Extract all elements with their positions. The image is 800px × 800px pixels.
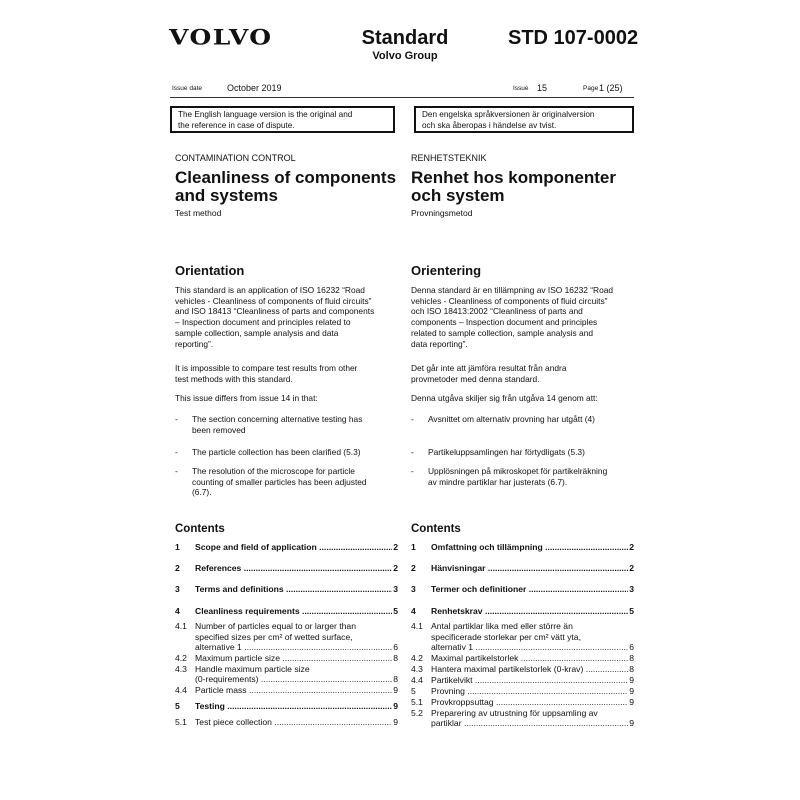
toc-entry-number: 5.1 <box>411 696 423 707</box>
toc-entry-page: 9 <box>393 717 398 728</box>
dash-bullet-icon: - <box>411 414 414 424</box>
toc-entry-number: 2 <box>411 563 416 574</box>
text-line: The resolution of the microscope for particle <box>192 466 355 476</box>
toc-title-line: Maximal partikelstorlek ..... <box>431 653 634 663</box>
toc-title-line: Renhetskrav ..... <box>431 606 634 616</box>
notice-box-english <box>170 106 395 133</box>
toc-entry-page: 2 <box>393 563 398 574</box>
toc-entry[interactable] <box>411 542 634 552</box>
toc-entry-title <box>195 701 398 711</box>
differences-intro: This issue differs from issue 14 in that: <box>175 393 318 403</box>
text-line: och ISO 18413:2002 “Cleanliness of parts and <box>411 306 583 317</box>
toc-entry-title <box>431 621 634 652</box>
notice-line: och ska åberopas i händelse av tvist. <box>422 121 557 130</box>
toc-entry-number: 5 <box>411 685 416 696</box>
standard-subtitle: Volvo Group <box>372 50 438 62</box>
section-label: RENHETSTEKNIK <box>411 153 487 163</box>
toc-entry-number: 4.2 <box>411 652 423 663</box>
toc-entry-page: 2 <box>629 563 634 574</box>
text-line: provmetoder med denna standard. <box>411 373 540 384</box>
text-line: vehicles - Cleanliness of components of fluid circuits” <box>411 295 608 306</box>
issue-label: Issue <box>513 85 529 92</box>
list-item <box>175 466 367 498</box>
toc-entry-number: 3 <box>175 584 180 595</box>
toc-entry-title <box>195 653 398 663</box>
toc-entry[interactable] <box>175 584 398 594</box>
toc-title-line: Hänvisningar ..... <box>431 563 634 573</box>
toc-entry-number: 1 <box>411 542 416 552</box>
text-line: The section concerning alternative testing has <box>192 414 363 424</box>
toc-entry[interactable] <box>411 584 634 594</box>
text-line: Det går inte att jämföra resultat från andra <box>411 363 567 373</box>
notice-line: the reference in case of dispute. <box>178 121 295 130</box>
toc-entry[interactable] <box>411 664 634 674</box>
toc-entry-page: 2 <box>393 541 398 552</box>
dash-bullet-icon: - <box>411 466 414 476</box>
toc-title-line: Provning ..... <box>431 686 634 696</box>
toc-title-line: Testing ..... <box>195 701 398 711</box>
toc-entry[interactable] <box>175 606 398 616</box>
toc-entry-page: 8 <box>629 652 634 663</box>
issue-number: 15 <box>537 83 548 93</box>
toc-title-line: Partikelvikt ..... <box>431 675 634 685</box>
list-item <box>175 414 362 435</box>
text-line: counting of smaller particles has been adjusted <box>192 476 367 487</box>
toc-entry-title <box>431 584 634 594</box>
toc-entry[interactable] <box>175 664 398 684</box>
title-line: Cleanliness of components <box>175 168 397 187</box>
toc-title-line: Test piece collection ..... <box>195 717 398 727</box>
orientation-heading: Orientering <box>411 263 482 278</box>
toc-title-line: Hantera maximal partikelstorlek (0-krav) ..... <box>431 664 634 674</box>
comparison-paragraph <box>175 363 405 384</box>
dash-bullet-icon: - <box>175 466 178 476</box>
toc-title-line: Termer och definitioner ..... <box>431 584 634 594</box>
toc-title-line: Particle mass ..... <box>195 685 398 695</box>
orientation-paragraph <box>411 285 641 349</box>
toc-entry-title <box>431 664 634 674</box>
text-line: (6.7). <box>192 487 212 498</box>
toc-title-line: (0-requirements) ..... <box>195 674 398 684</box>
text-line: components – Inspection document and principles <box>411 317 598 328</box>
text-line: Partikeluppsamlingen har förtydligats (5.3) <box>428 447 585 457</box>
list-item <box>411 466 607 487</box>
toc-entry-number: 2 <box>175 563 180 574</box>
toc-entry[interactable] <box>175 563 398 573</box>
toc-entry-page: 9 <box>393 684 398 695</box>
title-line: och system <box>411 186 505 205</box>
text-line: The particle collection has been clarified (5.3) <box>192 447 361 457</box>
toc-entry-title <box>195 606 398 616</box>
title-line: Renhet hos komponenter <box>411 168 616 187</box>
toc-entry[interactable] <box>175 685 398 695</box>
toc-entry-number: 4.1 <box>411 621 423 632</box>
text-line: been removed <box>192 424 246 435</box>
toc-title-line: partiklar ..... <box>431 718 634 728</box>
list-item <box>411 447 585 458</box>
toc-entry-number: 3 <box>411 584 416 595</box>
toc-entry-title <box>431 606 634 616</box>
text-line: related to sample collection, sample analysis and <box>411 327 594 338</box>
toc-entry[interactable] <box>411 708 634 728</box>
toc-entry-title <box>195 685 398 695</box>
text-line: Denna standard är en tillämpning av ISO 16232 “Road <box>411 285 614 295</box>
toc-entry-title <box>195 664 398 684</box>
toc-entry-title <box>195 542 398 552</box>
toc-entry-title <box>195 563 398 573</box>
toc-entry-title <box>195 621 398 652</box>
toc-entry[interactable] <box>411 621 634 652</box>
toc-entry-number: 4.4 <box>175 684 187 695</box>
text-line: data reporting”. <box>411 338 468 349</box>
toc-entry-page: 8 <box>629 663 634 674</box>
issue-date-label: Issue date <box>172 85 202 92</box>
comparison-paragraph <box>411 363 641 384</box>
toc-entry[interactable] <box>175 621 398 652</box>
document-subtitle: Test method <box>175 208 222 218</box>
text-line: reporting”. <box>175 338 214 349</box>
volvo-logo: VOLVO <box>169 25 273 50</box>
toc-entry-page: 9 <box>629 674 634 685</box>
toc-entry-number: 4.4 <box>411 674 423 685</box>
notice-line: Den engelska språkversionen är originalversion <box>422 110 595 119</box>
toc-title-line: specificerade storlekar per cm² vätt yta, <box>431 631 581 642</box>
notice-line: The English language version is the original and <box>178 110 353 119</box>
document-title <box>175 169 415 205</box>
contents-heading: Contents <box>175 523 225 535</box>
list-item <box>411 414 595 425</box>
page-number: 1 (25) <box>599 83 623 93</box>
section-label: CONTAMINATION CONTROL <box>175 153 296 163</box>
toc-entry-page: 5 <box>393 605 398 616</box>
differences-intro: Denna utgåva skiljer sig från utgåva 14 genom att: <box>411 393 598 403</box>
text-line: – Inspection document and principles related to <box>175 317 351 328</box>
header-divider <box>170 97 634 98</box>
toc-entry-number: 4.2 <box>175 652 187 663</box>
toc-entry[interactable] <box>411 563 634 573</box>
toc-entry-title <box>195 717 398 727</box>
standard-title: Standard <box>361 27 449 49</box>
toc-entry-page: 9 <box>629 685 634 696</box>
toc-entry-page: 6 <box>393 641 398 652</box>
toc-entry-number: 1 <box>175 542 180 552</box>
toc-entry-page: 6 <box>629 641 634 652</box>
toc-entry-number: 5 <box>175 701 180 712</box>
text-line: It is impossible to compare test results from other <box>175 363 358 373</box>
toc-entry-page: 8 <box>393 652 398 663</box>
toc-entry-number: 4.1 <box>175 621 187 632</box>
dash-bullet-icon: - <box>175 447 178 457</box>
toc-title-line: Cleanliness requirements ..... <box>195 606 398 616</box>
toc-entry-title <box>431 686 634 696</box>
toc-entry-title <box>431 653 634 663</box>
toc-entry-page: 5 <box>629 605 634 616</box>
toc-title-line: alternative 1 ..... <box>195 642 398 652</box>
toc-title-line: Handle maximum particle size <box>195 663 310 674</box>
toc-entry-page: 9 <box>393 701 398 712</box>
toc-entry[interactable] <box>411 653 634 663</box>
toc-title-line: Provkroppsuttag ..... <box>431 697 634 707</box>
toc-entry-title <box>431 697 634 707</box>
page-label: Page <box>583 85 599 92</box>
toc-entry-number: 4.3 <box>411 663 423 674</box>
toc-entry-number: 5.2 <box>411 707 423 718</box>
toc-title-line: Preparering av utrustning för uppsamling av <box>431 707 598 718</box>
toc-entry-title <box>431 542 634 552</box>
toc-entry[interactable] <box>411 686 634 696</box>
toc-entry[interactable] <box>175 542 398 552</box>
toc-entry-title <box>431 563 634 573</box>
text-line: sample collection, sample analysis and data <box>175 327 339 338</box>
title-line: and systems <box>175 186 278 205</box>
toc-title-line: Terms and definitions ..... <box>195 584 398 594</box>
text-line: av mindre partiklar har justerats (6.7). <box>428 476 568 487</box>
orientation-heading: Orientation <box>175 263 245 278</box>
document-title <box>411 169 651 205</box>
toc-entry-number: 4.3 <box>175 663 187 674</box>
notice-box-swedish <box>414 106 634 133</box>
toc-entry[interactable] <box>411 606 634 616</box>
text-line: Upplösningen på mikroskopet för partikelräkning <box>428 466 608 476</box>
text-line: and ISO 18413 “Cleanliness of parts and components <box>175 306 375 317</box>
toc-entry-number: 4 <box>175 605 180 616</box>
toc-entry-page: 2 <box>629 541 634 552</box>
issue-date: October 2019 <box>227 83 282 93</box>
toc-title-line: Number of particles equal to or larger than <box>195 621 356 632</box>
standard-number: STD 107-0002 <box>508 27 639 49</box>
text-line: Avsnittet om alternativ provning har utgått (4) <box>428 414 595 424</box>
list-item <box>175 447 361 458</box>
toc-title-line: specified sizes per cm² of wetted surface, <box>195 631 353 642</box>
text-line: test methods with this standard. <box>175 373 293 384</box>
orientation-paragraph <box>175 285 405 349</box>
toc-entry-title <box>431 708 634 728</box>
toc-entry-page: 3 <box>629 584 634 595</box>
toc-title-line: Antal partiklar lika med eller större än <box>431 621 573 632</box>
text-line: This standard is an application of ISO 16232 “Road <box>175 285 365 295</box>
dash-bullet-icon: - <box>175 414 178 424</box>
dash-bullet-icon: - <box>411 447 414 457</box>
meta-row <box>172 83 632 97</box>
toc-entry[interactable] <box>175 653 398 663</box>
toc-entry[interactable] <box>411 675 634 685</box>
toc-entry[interactable] <box>411 697 634 707</box>
toc-entry[interactable] <box>175 701 398 711</box>
toc-title-line: Scope and field of application ..... <box>195 542 398 552</box>
toc-entry-number: 5.1 <box>175 717 187 728</box>
document-subtitle: Provningsmetod <box>411 208 473 218</box>
text-line: vehicles - Cleanliness of components of fluid circuits” <box>175 295 372 306</box>
toc-entry[interactable] <box>175 717 398 727</box>
toc-entry-title <box>195 584 398 594</box>
toc-title-line: alternativ 1 ..... <box>431 642 634 652</box>
toc-entry-page: 9 <box>629 717 634 728</box>
toc-entry-page: 8 <box>393 673 398 684</box>
toc-entry-page: 3 <box>393 584 398 595</box>
toc-entry-title <box>431 675 634 685</box>
toc-title-line: Omfattning och tillämpning ..... <box>431 542 634 552</box>
toc-entry-number: 4 <box>411 605 416 616</box>
contents-heading: Contents <box>411 523 461 535</box>
toc-title-line: References ..... <box>195 563 398 573</box>
toc-entry-page: 9 <box>629 696 634 707</box>
toc-title-line: Maximum particle size ..... <box>195 653 398 663</box>
